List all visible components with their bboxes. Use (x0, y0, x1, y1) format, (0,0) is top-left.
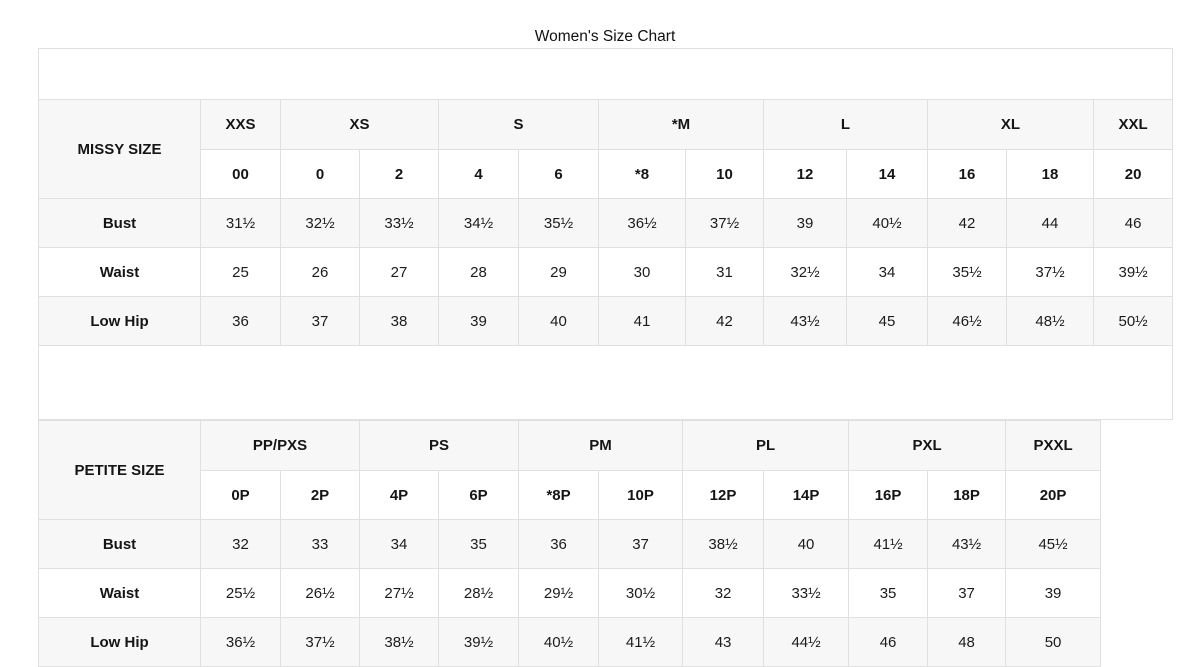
row-label: Waist (39, 569, 201, 618)
size-header: 6P (439, 471, 519, 520)
measurement-cell: 50 (1006, 618, 1101, 667)
size-header: 2P (281, 471, 360, 520)
measurement-cell: 37½ (686, 199, 764, 248)
measurement-cell: 35 (849, 569, 928, 618)
measurement-cell: 50½ (1094, 297, 1173, 346)
measurement-cell: 36½ (201, 618, 281, 667)
measurement-cell: 29½ (519, 569, 599, 618)
measurement-cell: 43½ (764, 297, 847, 346)
size-header: *8 (599, 150, 686, 199)
measurement-cell: 37 (281, 297, 360, 346)
measurement-cell: 36 (519, 520, 599, 569)
measurement-cell: 31 (686, 248, 764, 297)
measurement-cell: 28 (439, 248, 519, 297)
size-group-header: PXXL (1006, 421, 1101, 471)
measurement-row (39, 248, 1173, 297)
numeric-size-row (39, 150, 1173, 199)
size-group-header: PXL (849, 421, 1006, 471)
measurement-row (39, 199, 1173, 248)
size-group-header: XS (281, 100, 439, 150)
measurement-cell: 25 (201, 248, 281, 297)
spacer-row (39, 49, 1173, 100)
row-label: Bust (39, 199, 201, 248)
size-header: 0P (201, 471, 281, 520)
page-title: Women's Size Chart (534, 28, 676, 45)
spacer-cell (39, 49, 1173, 100)
row-label: Low Hip (39, 297, 201, 346)
size-header: 18 (1007, 150, 1094, 199)
missy-size-table (38, 48, 1173, 420)
table-title: PETITE SIZE (39, 421, 201, 520)
size-header: 12P (683, 471, 764, 520)
measurement-cell: 26 (281, 248, 360, 297)
measurement-cell: 38½ (683, 520, 764, 569)
size-header: 14P (764, 471, 849, 520)
measurement-cell: 29 (519, 248, 599, 297)
size-group-header: XXL (1094, 100, 1173, 150)
measurement-cell: 45½ (1006, 520, 1101, 569)
size-header: 12 (764, 150, 847, 199)
measurement-cell: 32 (683, 569, 764, 618)
size-header: 18P (928, 471, 1006, 520)
petite-size-table (38, 420, 1101, 667)
measurement-cell: 46½ (928, 297, 1007, 346)
measurement-cell: 48 (928, 618, 1006, 667)
measurement-cell: 44 (1007, 199, 1094, 248)
measurement-cell: 27 (360, 248, 439, 297)
measurement-cell: 33 (281, 520, 360, 569)
measurement-cell: 48½ (1007, 297, 1094, 346)
size-header: 16P (849, 471, 928, 520)
size-header: 10 (686, 150, 764, 199)
measurement-cell: 39½ (1094, 248, 1173, 297)
measurement-row (39, 618, 1101, 667)
row-label: Waist (39, 248, 201, 297)
measurement-cell: 42 (928, 199, 1007, 248)
measurement-cell: 27½ (360, 569, 439, 618)
size-group-row (39, 100, 1173, 150)
size-header: 16 (928, 150, 1007, 199)
size-header: 0 (281, 150, 360, 199)
measurement-cell: 37 (599, 520, 683, 569)
measurement-cell: 38 (360, 297, 439, 346)
row-label: Low Hip (39, 618, 201, 667)
size-header: *8P (519, 471, 599, 520)
measurement-cell: 31½ (201, 199, 281, 248)
size-group-header: PS (360, 421, 519, 471)
measurement-cell: 41 (599, 297, 686, 346)
measurement-cell: 39 (764, 199, 847, 248)
measurement-cell: 26½ (281, 569, 360, 618)
measurement-cell: 41½ (849, 520, 928, 569)
measurement-cell: 39 (1006, 569, 1101, 618)
size-header: 20P (1006, 471, 1101, 520)
measurement-cell: 28½ (439, 569, 519, 618)
measurement-row (39, 569, 1101, 618)
measurement-cell: 45 (847, 297, 928, 346)
size-header: 4P (360, 471, 439, 520)
measurement-cell: 42 (686, 297, 764, 346)
size-header: 4 (439, 150, 519, 199)
measurement-cell: 30 (599, 248, 686, 297)
measurement-cell: 43½ (928, 520, 1006, 569)
measurement-cell: 39½ (439, 618, 519, 667)
table-title: MISSY SIZE (39, 100, 201, 199)
size-header: 10P (599, 471, 683, 520)
size-group-header: L (764, 100, 928, 150)
measurement-cell: 30½ (599, 569, 683, 618)
measurement-cell: 35 (439, 520, 519, 569)
size-header: 6 (519, 150, 599, 199)
size-group-header: PM (519, 421, 683, 471)
size-group-header: XXS (201, 100, 281, 150)
measurement-cell: 39 (439, 297, 519, 346)
measurement-row (39, 520, 1101, 569)
measurement-cell: 35½ (519, 199, 599, 248)
size-group-row (39, 421, 1101, 471)
spacer-row (39, 346, 1173, 420)
size-header: 2 (360, 150, 439, 199)
measurement-cell: 33½ (764, 569, 849, 618)
size-group-header: PP/PXS (201, 421, 360, 471)
spacer-cell (39, 346, 1173, 420)
size-header: 00 (201, 150, 281, 199)
measurement-row (39, 297, 1173, 346)
measurement-cell: 40½ (847, 199, 928, 248)
measurement-cell: 34 (847, 248, 928, 297)
measurement-cell: 37½ (281, 618, 360, 667)
measurement-cell: 46 (849, 618, 928, 667)
size-group-header: *M (599, 100, 764, 150)
measurement-cell: 35½ (928, 248, 1007, 297)
measurement-cell: 40½ (519, 618, 599, 667)
row-label: Bust (39, 520, 201, 569)
measurement-cell: 43 (683, 618, 764, 667)
measurement-cell: 41½ (599, 618, 683, 667)
size-group-header: XL (928, 100, 1094, 150)
measurement-cell: 32½ (764, 248, 847, 297)
size-header: 14 (847, 150, 928, 199)
size-group-header: PL (683, 421, 849, 471)
measurement-cell: 34½ (439, 199, 519, 248)
measurement-cell: 40 (764, 520, 849, 569)
measurement-cell: 25½ (201, 569, 281, 618)
size-chart (38, 48, 1196, 667)
size-group-header: S (439, 100, 599, 150)
measurement-cell: 46 (1094, 199, 1173, 248)
measurement-cell: 37 (928, 569, 1006, 618)
measurement-cell: 32 (201, 520, 281, 569)
measurement-cell: 37½ (1007, 248, 1094, 297)
measurement-cell: 40 (519, 297, 599, 346)
measurement-cell: 32½ (281, 199, 360, 248)
size-header: 20 (1094, 150, 1173, 199)
measurement-cell: 34 (360, 520, 439, 569)
measurement-cell: 36½ (599, 199, 686, 248)
measurement-cell: 38½ (360, 618, 439, 667)
measurement-cell: 33½ (360, 199, 439, 248)
measurement-cell: 36 (201, 297, 281, 346)
measurement-cell: 44½ (764, 618, 849, 667)
